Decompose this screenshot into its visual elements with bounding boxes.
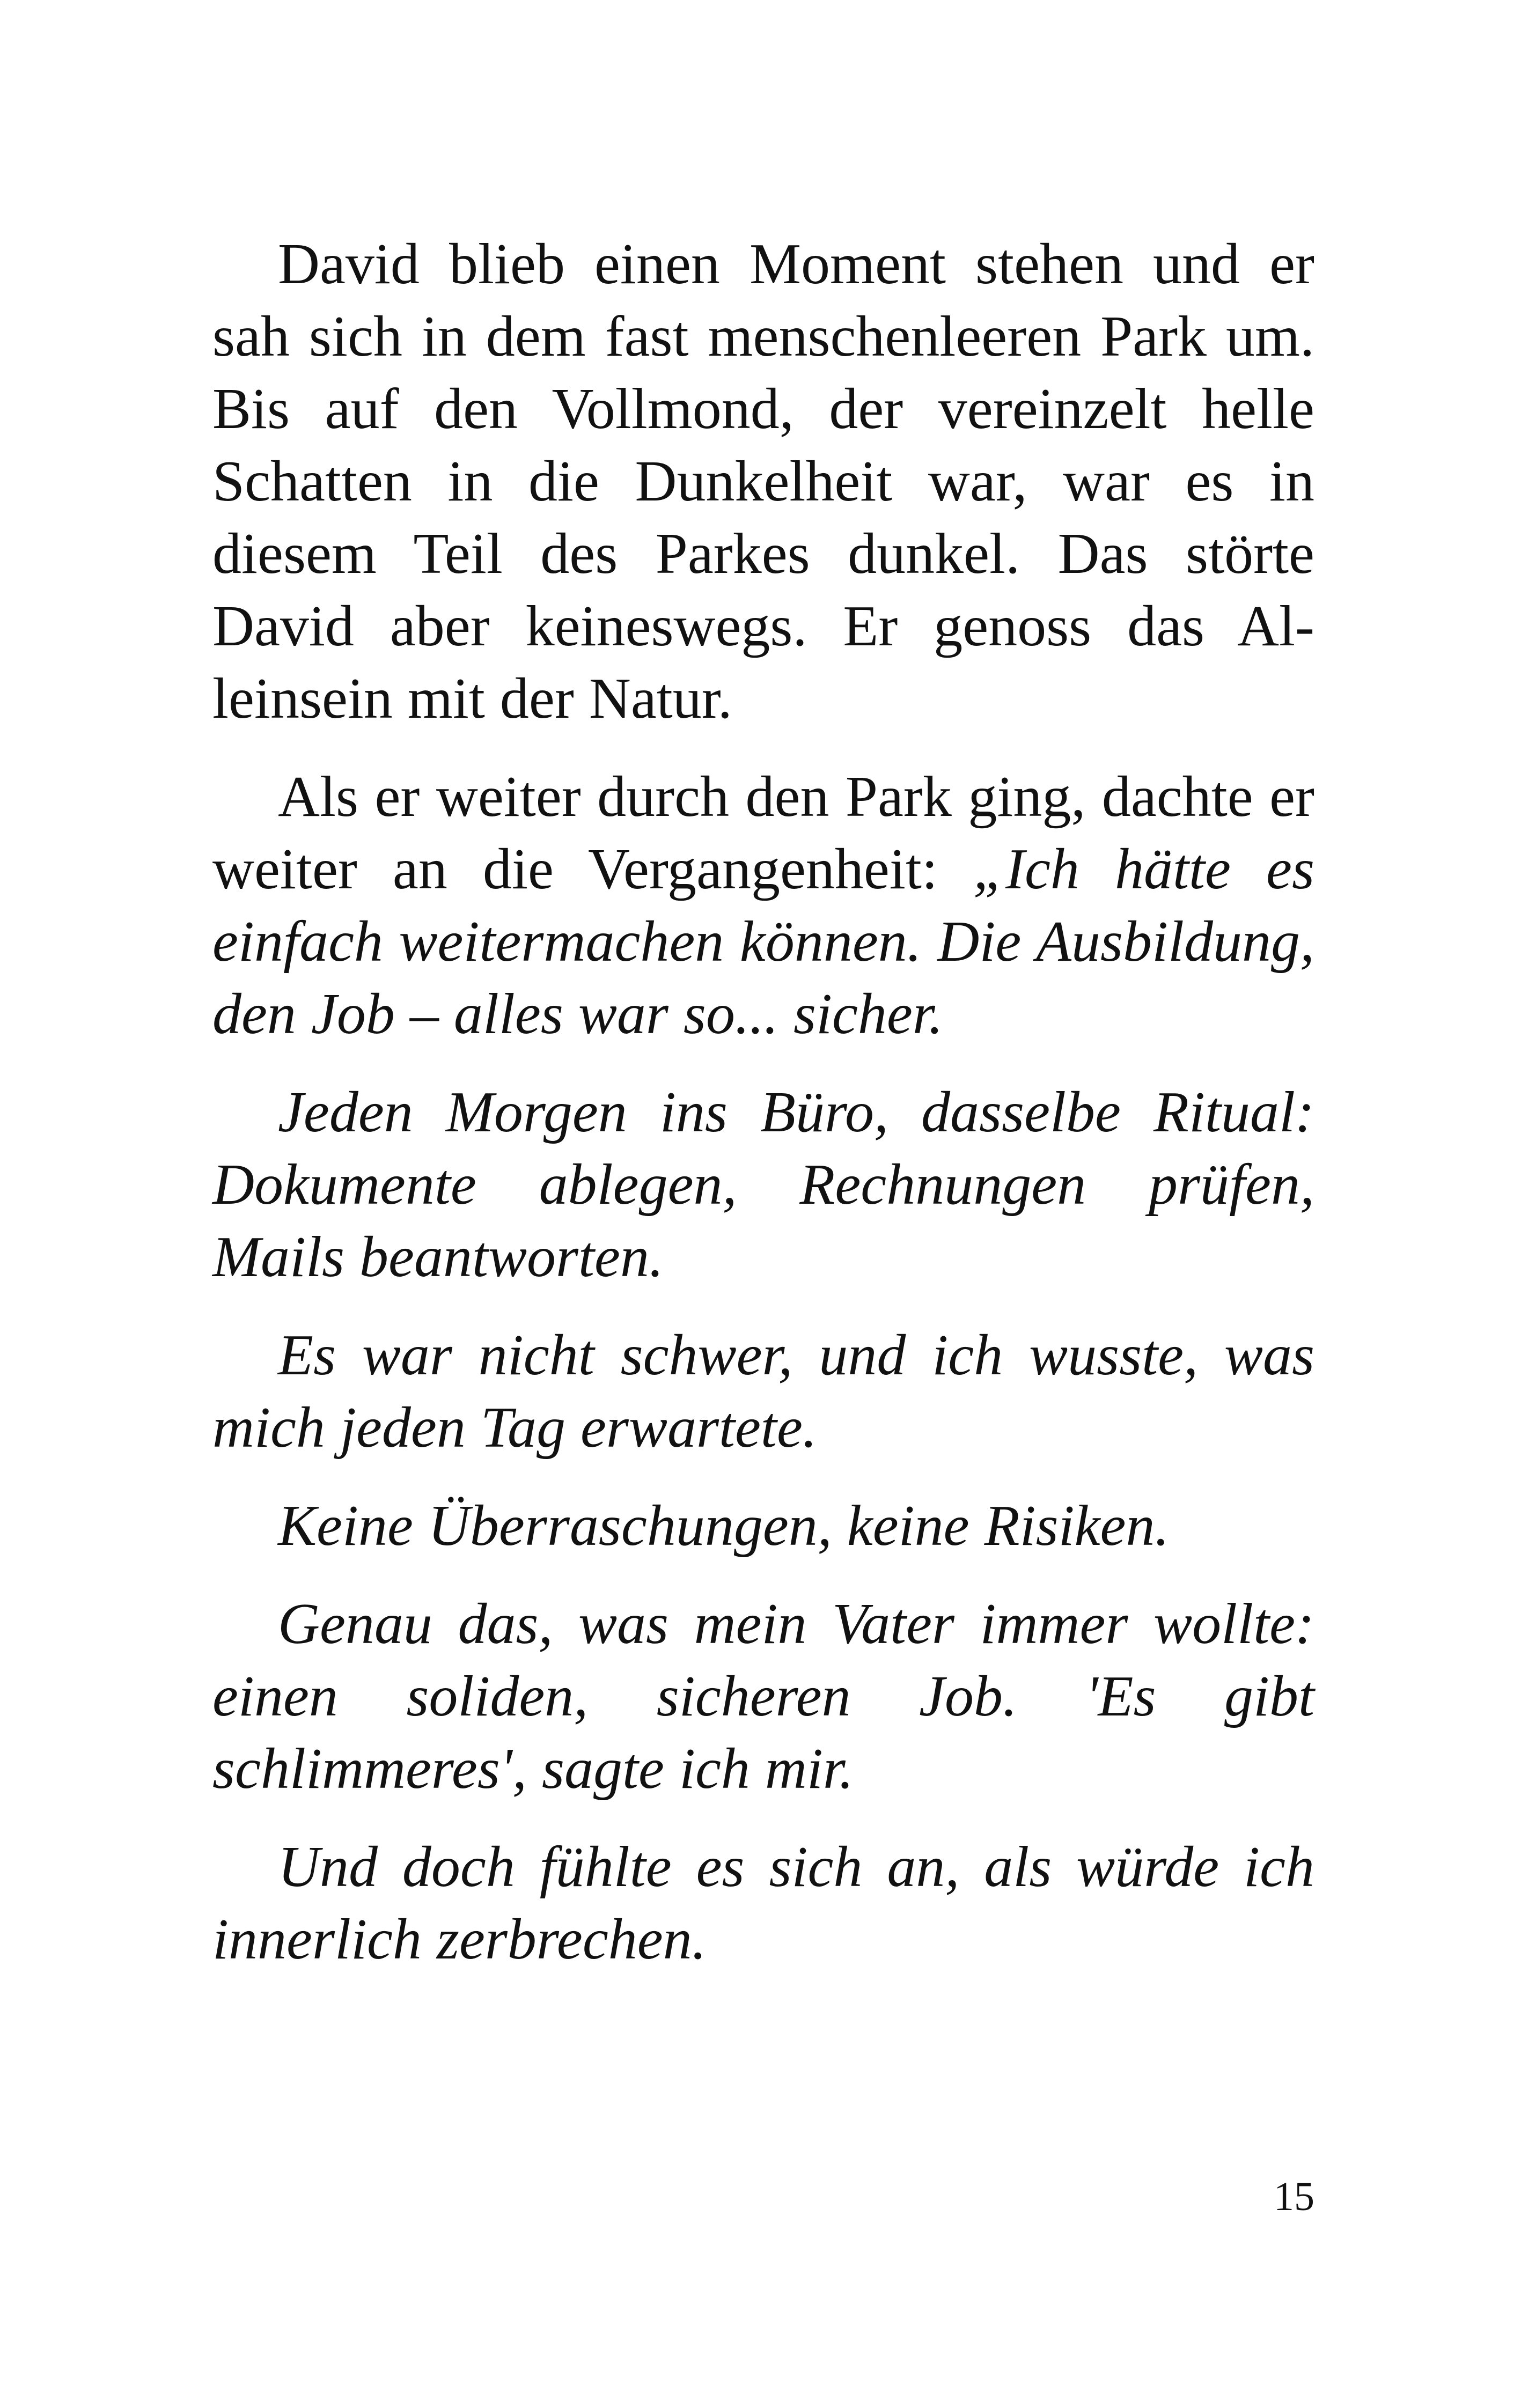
paragraph-3 [212, 1076, 1314, 1293]
paragraph-1-text: David blieb einen Moment stehen und er sah sich in dem fast menschenleeren Park um. Bis auf den Vollmond, der vereinzelt helle Schatten in die Dunkelheit war, war es in diesem Teil des Parkes dunkel. Das störte David aber keineswegs. Er genoss das Alleinsein mit der Natur. [212, 232, 1314, 731]
paragraph-7-text: Und doch fühlte es sich an, als würde ich innerlich zerbrechen. [212, 1835, 1314, 1971]
paragraph-6-text: Genau das, was mein Vater immer wollte: einen soliden, sicheren Job. 'Es gibt schlimmeres', sagte ich mir. [212, 1592, 1314, 1801]
paragraph-6 [212, 1588, 1314, 1805]
paragraph-2-quote: „Ich hätte es einfach weitermachen können. Die Ausbildung, den Job – alles war so... sicher. [212, 837, 1314, 1046]
paragraph-5-text: Keine Überraschungen, keine Risiken. [278, 1494, 1170, 1558]
paragraph-1 [212, 228, 1314, 735]
paragraph-3-text: Jeden Morgen ins Büro, dasselbe Ritual: Dokumente ablegen, Rechnungen prüfen, Mails beantworten. [212, 1080, 1314, 1289]
paragraph-7 [212, 1831, 1314, 1976]
paragraph-2 [212, 761, 1314, 1050]
page-number: 15 [1274, 2174, 1314, 2219]
paragraph-4-text: Es war nicht schwer, und ich wusste, was mich jeden Tag erwartete. [212, 1323, 1314, 1460]
paragraph-2-text: Als er weiter durch den Park ging, dachte er weiter an die Vergangenheit: [212, 765, 1314, 901]
paragraph-4 [212, 1319, 1314, 1464]
paragraph-5 [212, 1490, 1314, 1562]
body-text [212, 228, 1314, 2001]
